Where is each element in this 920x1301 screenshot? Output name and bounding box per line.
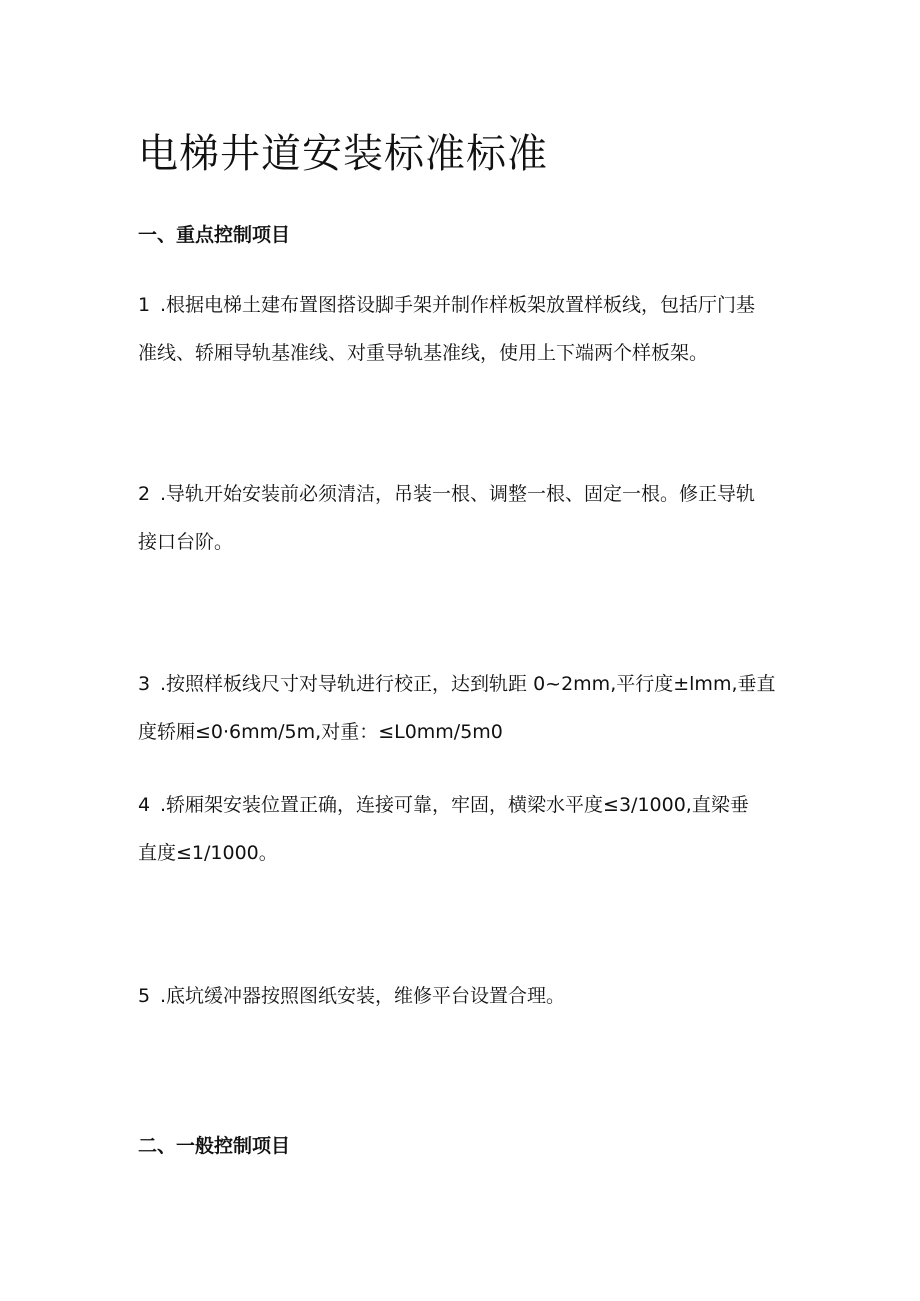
list-item-number: 1 <box>138 294 151 316</box>
section-heading-key-control: 一、重点控制项目 <box>138 224 291 246</box>
list-item-text: .按照样板线尺寸对导轨进行校正，达到轨距 0~2mm,平行度±lmm,垂直 <box>160 673 776 695</box>
list-item-3-line-2: 度轿厢≤0·6mm∕5m,对重：≤L0mm∕5m0 <box>138 721 503 743</box>
list-item-2-line-2: 接口台阶。 <box>138 531 234 553</box>
list-item-number: 3 <box>138 673 151 695</box>
list-item-3-line-1 <box>138 660 788 708</box>
list-item-text: .导轨开始安装前必须清洁，吊装一根、调整一根、固定一根。修正导轨 <box>160 483 756 505</box>
list-item-1-line-1 <box>138 281 788 329</box>
list-item-number: 4 <box>138 794 151 816</box>
document-title: 电梯井道安装标准标准 <box>138 131 548 177</box>
list-item-1 <box>138 281 788 377</box>
list-item-1-line-2: 准线、轿厢导轨基准线、对重导轨基准线，使用上下端两个样板架。 <box>138 342 709 364</box>
list-item-2 <box>138 470 788 566</box>
list-item-4-line-1 <box>138 781 788 829</box>
list-item-3 <box>138 660 788 756</box>
list-item-number: 5 <box>138 985 151 1007</box>
list-item-2-line-1 <box>138 470 788 518</box>
list-item-text: .轿厢架安装位置正确，连接可靠，牢固，横梁水平度≤3/1000,直梁垂 <box>160 794 749 816</box>
list-item-5 <box>138 972 788 1020</box>
list-item-4 <box>138 781 788 877</box>
list-item-5-line-1 <box>138 972 788 1020</box>
section-heading-general-control: 二、一般控制项目 <box>138 1135 291 1157</box>
list-item-text: .底坑缓冲器按照图纸安装，维修平台设置合理。 <box>160 985 566 1007</box>
list-item-number: 2 <box>138 483 151 505</box>
list-item-text: .根据电梯土建布置图搭设脚手架并制作样板架放置样板线，包括厅门基 <box>160 294 756 316</box>
list-item-4-line-2: 直度≤1/1000。 <box>138 842 278 864</box>
